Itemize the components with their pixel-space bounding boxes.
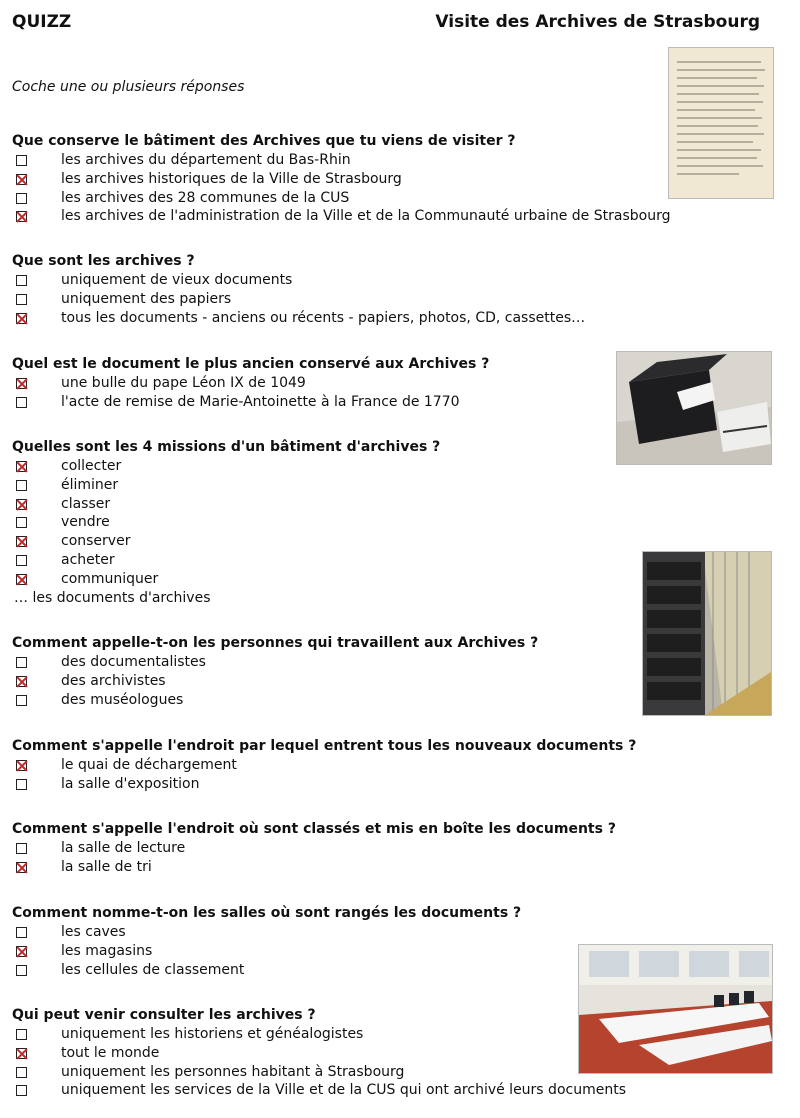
question-title: Que sont les archives ? — [12, 253, 195, 269]
checkbox[interactable] — [16, 155, 27, 166]
checkbox[interactable] — [16, 536, 27, 547]
option-label: uniquement les historiens et généalogistes — [61, 1026, 364, 1042]
answer-option[interactable] — [12, 309, 586, 328]
option-label: classer — [61, 495, 111, 512]
answer-option[interactable] — [12, 1081, 626, 1100]
question-block — [12, 355, 489, 412]
answer-option[interactable] — [12, 189, 515, 208]
answer-option[interactable] — [12, 151, 515, 170]
answer-option[interactable] — [12, 961, 521, 980]
option-label: les caves — [61, 924, 126, 940]
option-label: les archives de l'administration de la Ville et de la Communauté urbaine de Strasbourg — [61, 208, 671, 225]
answer-option[interactable] — [12, 532, 440, 551]
answer-option[interactable] — [12, 207, 671, 226]
answer-option[interactable] — [12, 290, 232, 309]
option-label: vendre — [61, 514, 110, 531]
checkbox[interactable] — [16, 378, 27, 389]
question-block — [12, 132, 671, 226]
checkbox[interactable] — [16, 517, 27, 528]
answer-option[interactable] — [12, 374, 489, 393]
checkbox[interactable] — [16, 480, 27, 491]
option-label: uniquement les personnes habitant à Strasbourg — [61, 1063, 405, 1080]
reading-room-photo — [578, 944, 773, 1074]
checkbox[interactable] — [16, 211, 27, 222]
option-label: les archives historiques de la Ville de Strasbourg — [61, 170, 402, 187]
checkbox[interactable] — [16, 946, 27, 957]
answer-option[interactable] — [12, 756, 636, 775]
question-title: Comment nomme-t-on les salles où sont rangés les documents ? — [12, 905, 522, 921]
checkbox[interactable] — [16, 275, 27, 286]
checkbox[interactable] — [16, 760, 27, 771]
checkbox[interactable] — [16, 499, 27, 510]
question-block — [12, 737, 636, 794]
option-label: uniquement de vieux documents — [61, 272, 293, 288]
question-title: Que conserve le bâtiment des Archives que tu viens de visiter ? — [12, 133, 516, 149]
answer-option[interactable] — [12, 691, 538, 710]
answer-option[interactable] — [12, 570, 440, 589]
option-label: les archives du département du Bas-Rhin — [61, 152, 351, 168]
question-title: Comment s'appelle l'endroit où sont classés et mis en boîte les documents ? — [12, 821, 616, 837]
checkbox[interactable] — [16, 1029, 27, 1040]
answer-option[interactable] — [12, 476, 440, 495]
checkbox[interactable] — [16, 294, 27, 305]
option-label: uniquement des papiers — [61, 290, 232, 307]
answer-option[interactable] — [12, 170, 515, 189]
option-label: des documentalistes — [61, 654, 206, 670]
checkbox[interactable] — [16, 927, 27, 938]
option-label: les cellules de classement — [61, 961, 245, 978]
option-label: les magasins — [61, 942, 153, 959]
checkbox[interactable] — [16, 779, 27, 790]
option-label: une bulle du pape Léon IX de 1049 — [61, 375, 306, 391]
option-label: les archives des 28 communes de la CUS — [61, 189, 350, 206]
question-block — [12, 634, 538, 709]
answer-option[interactable] — [12, 923, 521, 942]
checkbox[interactable] — [16, 397, 27, 408]
option-label: l'acte de remise de Marie-Antoinette à la France de 1770 — [61, 393, 460, 410]
quiz-title: QUIZZ — [12, 12, 72, 32]
question-title: Comment appelle-t-on les personnes qui travaillent aux Archives ? — [12, 635, 539, 651]
checkbox[interactable] — [16, 843, 27, 854]
question-note: … les documents d'archives — [14, 589, 211, 606]
option-label: éliminer — [61, 476, 119, 493]
checkbox[interactable] — [16, 695, 27, 706]
checkbox[interactable] — [16, 1067, 27, 1078]
answer-option[interactable] — [12, 1044, 316, 1063]
question-block — [12, 438, 440, 607]
question-block — [12, 904, 521, 979]
answer-option[interactable] — [12, 942, 521, 961]
checkbox[interactable] — [16, 193, 27, 204]
checkbox[interactable] — [16, 574, 27, 585]
answer-option[interactable] — [12, 271, 293, 290]
answer-option[interactable] — [12, 551, 440, 570]
answer-option[interactable] — [12, 513, 440, 532]
question-block — [12, 252, 586, 327]
option-label: acheter — [61, 551, 115, 568]
option-label: la salle de tri — [61, 858, 152, 875]
question-title: Quelles sont les 4 missions d'un bâtiment d'archives ? — [12, 439, 441, 455]
answer-option[interactable] — [12, 858, 616, 877]
checkbox[interactable] — [16, 555, 27, 566]
question-title: Quel est le document le plus ancien conservé aux Archives ? — [12, 356, 490, 372]
shelves-photo — [642, 551, 772, 716]
checkbox[interactable] — [16, 657, 27, 668]
option-label: le quai de déchargement — [61, 757, 237, 773]
answer-option[interactable] — [12, 1063, 405, 1082]
checkbox[interactable] — [16, 862, 27, 873]
manuscript-photo — [668, 47, 774, 199]
checkbox[interactable] — [16, 1085, 27, 1096]
option-label: conserver — [61, 533, 131, 550]
checkbox[interactable] — [16, 174, 27, 185]
checkbox[interactable] — [16, 461, 27, 472]
option-label: uniquement les services de la Ville et de la CUS qui ont archivé leurs documents — [61, 1082, 626, 1099]
question-block — [12, 1006, 626, 1100]
question-title: Qui peut venir consulter les archives ? — [12, 1007, 316, 1023]
option-label: communiquer — [61, 570, 159, 587]
checkbox[interactable] — [16, 313, 27, 324]
option-label: collecter — [61, 458, 122, 474]
option-label: la salle d'exposition — [61, 775, 200, 792]
answer-option[interactable] — [12, 839, 616, 858]
answer-option[interactable] — [12, 457, 440, 476]
archive-box-photo — [616, 351, 772, 465]
answer-option[interactable] — [12, 775, 636, 794]
option-label: des muséologues — [61, 691, 184, 708]
page-subtitle: Visite des Archives de Strasbourg — [435, 12, 760, 32]
question-title: Comment s'appelle l'endroit par lequel entrent tous les nouveaux documents ? — [12, 738, 637, 754]
checkbox[interactable] — [16, 965, 27, 976]
option-label: tous les documents - anciens ou récents - papiers, photos, CD, cassettes… — [61, 309, 586, 326]
question-block — [12, 820, 616, 877]
option-label: des archivistes — [61, 672, 166, 689]
answer-option[interactable] — [12, 393, 489, 412]
answer-option[interactable] — [12, 1025, 364, 1044]
instruction-text: Coche une ou plusieurs réponses — [12, 79, 245, 95]
checkbox[interactable] — [16, 1048, 27, 1059]
option-label: la salle de lecture — [61, 840, 186, 856]
option-label: tout le monde — [61, 1044, 160, 1061]
answer-option[interactable] — [12, 495, 440, 514]
checkbox[interactable] — [16, 676, 27, 687]
answer-option[interactable] — [12, 653, 538, 672]
answer-option[interactable] — [12, 672, 538, 691]
